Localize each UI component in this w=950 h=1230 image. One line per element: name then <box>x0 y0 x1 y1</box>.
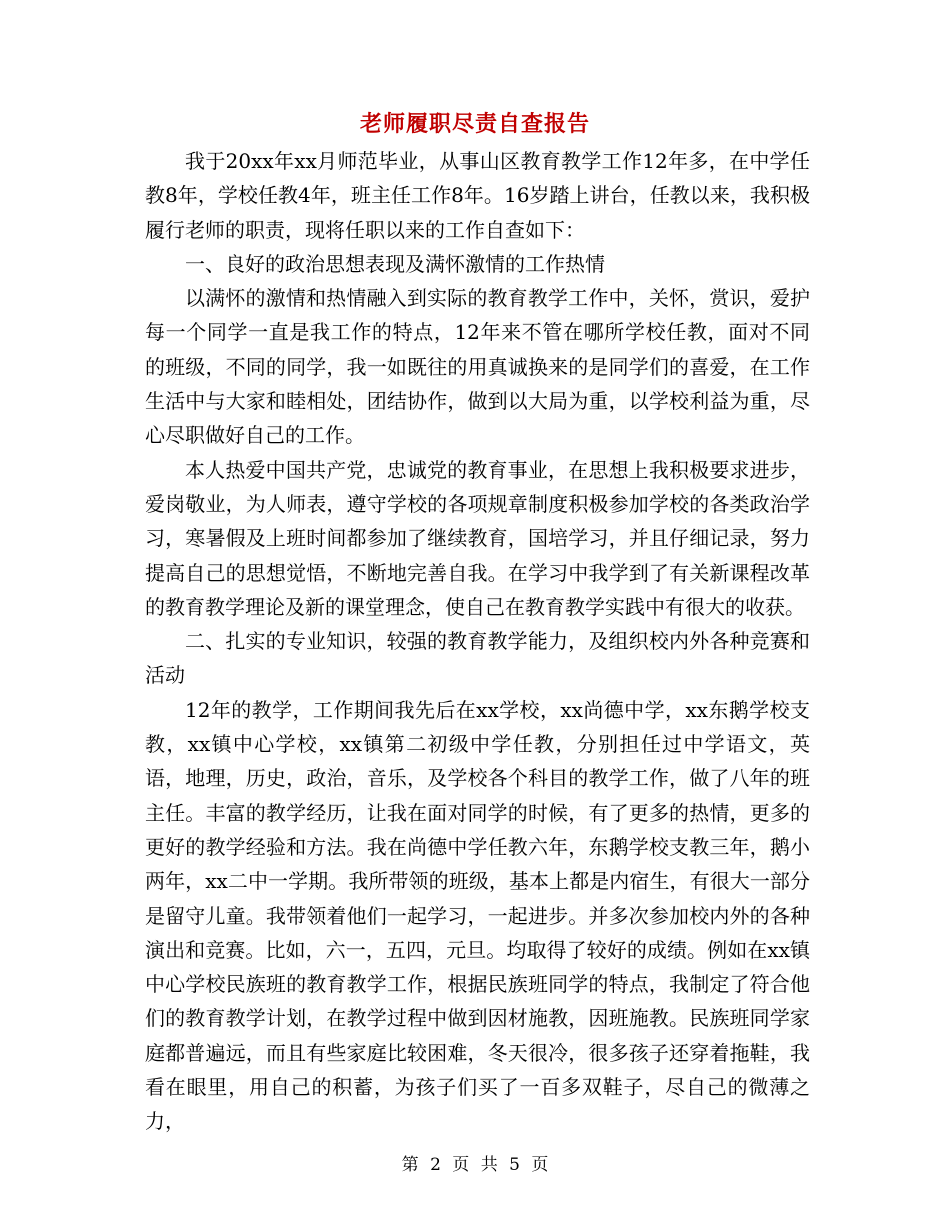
paragraph: 以满怀的激情和热情融入到实际的教育教学工作中，关怀，赏识，爱护每一个同学一直是我工作的特点，12年来不管在哪所学校任教，面对不同的班级，不同的同学，我一如既往的用真诚换来的是同学们的喜爱，在工作生活中与大家和睦相处，团结协作，做到以大局为重，以学校利益为重，尽心尽职做好自己的工作。 <box>145 286 810 448</box>
section-heading-2: 二、扎实的专业知识，较强的教育教学能力，及组织校内外各种竞赛和活动 <box>145 629 810 688</box>
paragraph-intro: 我于20xx年xx月师范毕业，从事山区教育教学工作12年多，在中学任教8年，学校任教4年，班主任工作8年。16岁踏上讲台，任教以来，我积极履行老师的职责，现将任职以来的工作自查如下： <box>145 149 810 242</box>
page-footer: 第 2 页 共 5 页 <box>401 1155 549 1175</box>
paragraph: 本人热爱中国共产党，忠诚党的教育事业，在思想上我积极要求进步，爱岗敬业，为人师表，遵守学校的各项规章制度积极参加学校的各类政治学习，寒暑假及上班时间都参加了继续教育，国培学习，并且仔细记录，努力提高自己的思想觉悟，不断地完善自我。在学习中我学到了有关新课程改革的教育教学理论及新的课堂理念，使自己在教育教学实践中有很大的收获。 <box>145 457 810 619</box>
document-body <box>145 144 810 1139</box>
paragraph: 12年的教学，工作期间我先后在xx学校，xx尚德中学，xx东鹅学校支教，xx镇中心学校，xx镇第二初级中学任教，分别担任过中学语文，英语，地理，历史，政治，音乐，及学校各个科目的教学工作，做了八年的班主任。丰富的教学经历，让我在面对同学的时候，有了更多的热情，更多的更好的教学经验和方法。我在尚德中学任教六年，东鹅学校支教三年，鹅小两年，xx二中一学期。我所带领的班级，基本上都是内宿生，有很大一部分是留守儿童。我带领着他们一起学习，一起进步。并多次参加校内外的各种演出和竞赛。比如，六一，五四，元旦。均取得了较好的成绩。例如在xx镇中心学校民族班的教育教学工作，根据民族班同学的特点，我制定了符合他们的教育教学计划，在教学过程中做到因材施教，因班施教。民族班同学家庭都普遍远，而且有些家庭比较困难，冬天很冷，很多孩子还穿着拖鞋，我看在眼里，用自己的积蓄，为孩子们买了一百多双鞋子，尽自己的微薄之力， <box>145 697 810 1134</box>
section-heading-1: 一、良好的政治思想表现及满怀激情的工作热情 <box>185 251 605 276</box>
document-title: 老师履职尽责自查报告 <box>359 111 590 137</box>
